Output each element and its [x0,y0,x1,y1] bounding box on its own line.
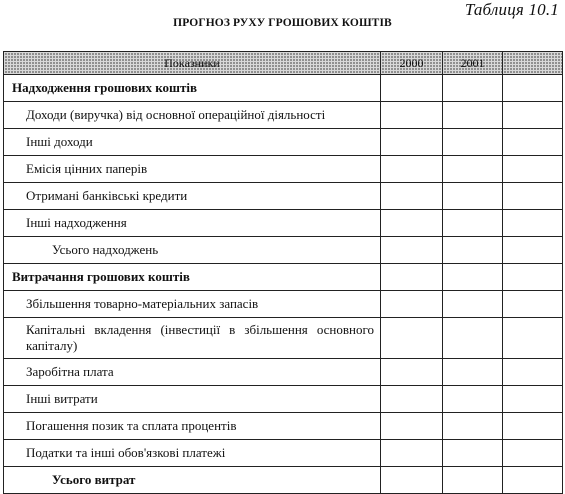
table-cell [381,291,443,318]
header-indicators: Показники [4,52,381,75]
table-cell [443,264,503,291]
table-number: Таблиця 10.1 [464,0,559,19]
table-cell [381,467,443,494]
table-cell [503,237,563,264]
row-label: Погашення позик та сплата процентів [4,413,381,440]
table-row [4,318,563,359]
table-cell [381,413,443,440]
table-cell [381,102,443,129]
header-empty [503,52,563,75]
row-label: Інші витрати [4,386,381,413]
cash-flow-table [3,51,563,494]
header-row [4,52,563,75]
table-row [4,359,563,386]
header-year-2001: 2001 [443,52,503,75]
table-row [4,386,563,413]
row-label: Податки та інші обов'язкові платежі [4,440,381,467]
table-cell [503,386,563,413]
table-cell [443,156,503,183]
table-cell [443,102,503,129]
row-label: Інші надходження [4,210,381,237]
table-row [4,237,563,264]
table-row [4,183,563,210]
header-year-2000: 2000 [381,52,443,75]
table-row [4,467,563,494]
table-cell [503,183,563,210]
table-cell [443,440,503,467]
table-cell [381,183,443,210]
section-heading-inflows: Надходження грошових коштів [4,75,381,102]
section-heading-outflows: Витрачання грошових коштів [4,264,381,291]
row-label: Отримані банківські кредити [4,183,381,210]
table-cell [503,467,563,494]
table-cell [443,75,503,102]
table-cell [503,291,563,318]
table-cell [503,210,563,237]
row-label: Інші доходи [4,129,381,156]
table-cell [443,318,503,359]
table-cell [443,129,503,156]
table-row [4,210,563,237]
row-label: Капітальні вкладення (інвестиції в збільшення основного капіталу) [4,318,381,359]
table-cell [503,75,563,102]
table-row [4,102,563,129]
row-total-inflows: Усього надходжень [4,237,381,264]
table-cell [381,440,443,467]
table-cell [443,467,503,494]
table-cell [503,264,563,291]
table-cell [443,183,503,210]
table-cell [503,156,563,183]
table-cell [443,291,503,318]
table-cell [503,102,563,129]
row-label: Заробітна плата [4,359,381,386]
row-label: Збільшення товарно-матеріальних запасів [4,291,381,318]
table-row [4,75,563,102]
table-row [4,264,563,291]
table-cell [381,75,443,102]
table-cell [503,318,563,359]
table-cell [381,318,443,359]
table-row [4,156,563,183]
table-cell [443,413,503,440]
table-cell [443,359,503,386]
table-title: ПРОГНОЗ РУХУ ГРОШОВИХ КОШТІВ [173,17,392,29]
table-cell [381,386,443,413]
row-label: Доходи (виручка) від основної операційної діяльності [4,102,381,129]
row-label: Емісія цінних паперів [4,156,381,183]
row-total-outflows: Усього витрат [4,467,381,494]
table-cell [503,129,563,156]
table-row [4,129,563,156]
table-row [4,413,563,440]
table-cell [443,386,503,413]
table-cell [443,210,503,237]
table-cell [503,413,563,440]
table-row [4,291,563,318]
table-cell [381,210,443,237]
table-cell [381,264,443,291]
table-cell [381,359,443,386]
table-cell [443,237,503,264]
table-cell [381,237,443,264]
table-cell [503,440,563,467]
table-cell [381,156,443,183]
table-row [4,440,563,467]
table-cell [503,359,563,386]
table-cell [381,129,443,156]
